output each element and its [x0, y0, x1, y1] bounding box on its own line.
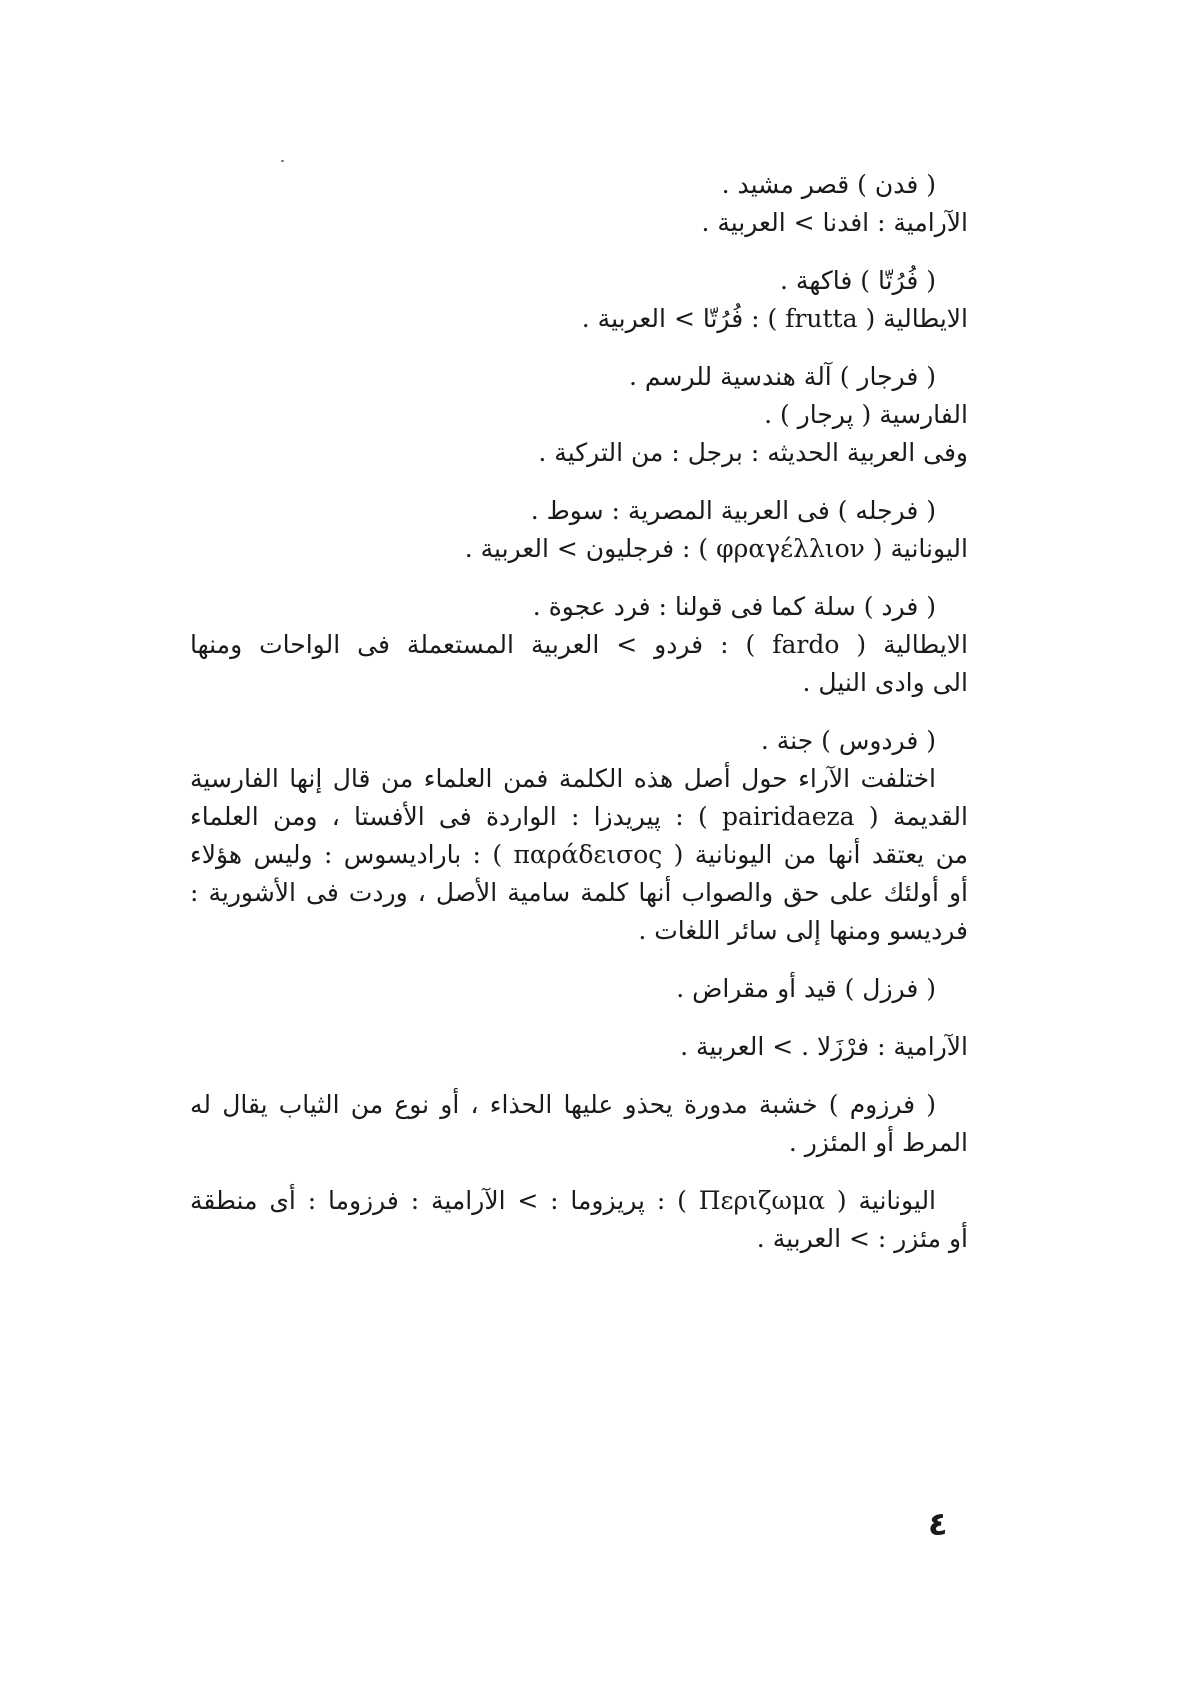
entry-firzal-etymology: الآرامية : فرْزَلا . > العربية .: [680, 1032, 968, 1061]
entry-firzal-headword: ( فرزل ) قيد أو مقراض .: [676, 974, 936, 1003]
entry-firjar-modern: وفى العربية الحديثه : برجل : من التركية .: [538, 438, 968, 467]
entry-farjala-etymology: اليونانية ( φραγέλλιον ) : فرجليون > العربية .: [464, 534, 968, 563]
entry-fadan-etymology: الآرامية : افدنا > العربية .: [701, 208, 968, 237]
entry-firjar-etymology: الفارسية ( پرجار ) .: [764, 400, 968, 429]
entry-farjala-headword: ( فرجله ) فى العربية المصرية : سوط .: [530, 496, 936, 525]
entry-firdaws-discussion-line-1: اختلفت الآراء حول أصل هذه الكلمة فمن العلماء من قال إنها الفارسية: [190, 764, 936, 793]
page-number: ٤: [928, 1505, 948, 1543]
dictionary-text: [190, 166, 968, 1258]
entry-fadan-headword: ( فدن ) قصر مشيد .: [721, 170, 936, 199]
entry-firdaws-discussion-line-4: أو أولئك على حق والصواب أنها كلمة سامية الأصل ، وردت فى الأشورية :: [190, 878, 968, 907]
entry-firjar-headword: ( فرجار ) آلة هندسية للرسم .: [628, 362, 936, 391]
entry-furutta-etymology: الايطالية ( frutta ) : فُرُتّا > العربية .: [581, 304, 968, 333]
entry-firzawm-etymology-line-1: اليونانية ( Περιζωμα ) : پريزوما : > الآرامية : فرزوما : أى منطقة: [190, 1186, 937, 1215]
entry-fard-etymology-line-1: الايطالية ( fardo ) : فردو > العربية المستعملة فى الواحات ومنها: [190, 630, 968, 659]
entry-furutta-headword: ( فُرُتّا ) فاكهة .: [780, 266, 936, 295]
entry-firdaws-discussion-line-3: من يعتقد أنها من اليونانية ( παράδεισος ) : باراديسوس : وليس هؤلاء: [190, 840, 968, 869]
scan-speck: [281, 160, 284, 162]
entry-firzawm-headword-line-2: المرط أو المئزر .: [788, 1128, 968, 1157]
entry-fard-headword: ( فرد ) سلة كما فى قولنا : فرد عجوة .: [532, 592, 936, 621]
entry-firdaws-discussion-line-2: القديمة ( pairidaeza ) : پيريدزا : الواردة فى الأفستا ، ومن العلماء: [190, 802, 968, 831]
entry-firzawm-headword-line-1: ( فرزوم ) خشبة مدورة يحذو عليها الحذاء ، أو نوع من الثياب يقال له: [190, 1090, 936, 1119]
entry-fard-etymology-line-2: الى وادى النيل .: [802, 668, 968, 697]
entry-firdaws-headword: ( فردوس ) جنة .: [760, 726, 936, 755]
entry-firdaws-discussion-line-5: فرديسو ومنها إلى سائر اللغات .: [638, 916, 968, 945]
entry-firzawm-etymology-line-2: أو مئزر : > العربية .: [756, 1224, 968, 1253]
